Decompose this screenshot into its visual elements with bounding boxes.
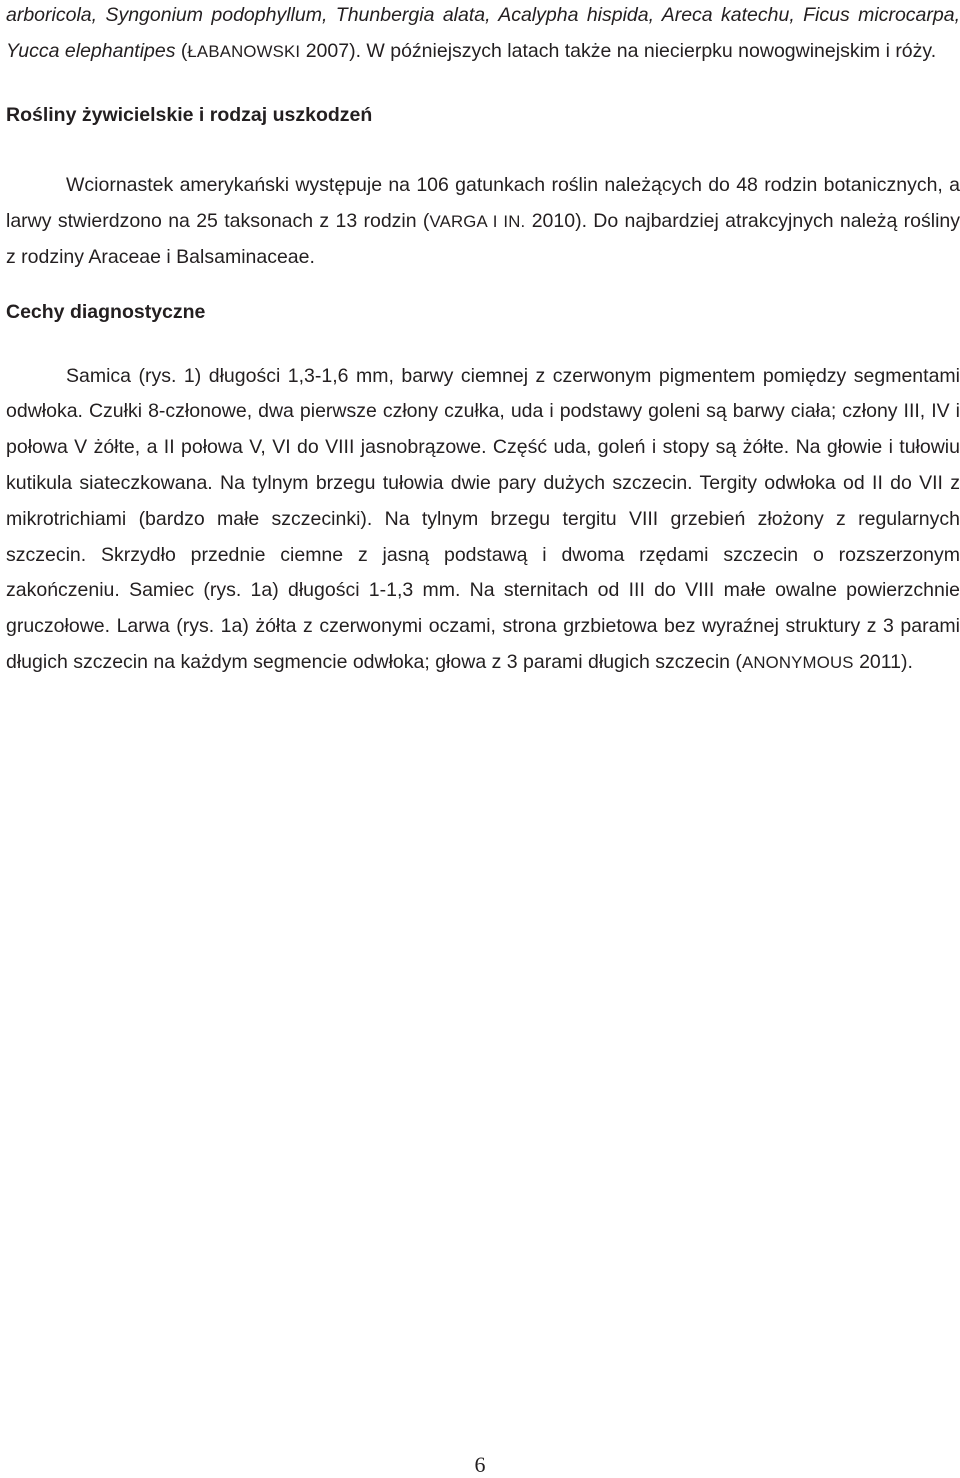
host-plants-text-1: Wciornastek amerykański występuje na 106 gatunkach roślin należących do 48 rodzin botanicznych, a larwy stwierdzono na 25 taksonach z 13 rodzin ( — [6, 174, 960, 233]
diagnostic-citation: ANONYMOUS — [741, 652, 854, 672]
section-heading-host-plants: Rośliny żywicielskie i rodzaj uszkodzeń — [6, 103, 373, 126]
host-plants-citation: VARGA I IN. — [429, 212, 526, 232]
page-number: 6 — [474, 1452, 486, 1477]
intro-text: 2007). W późniejszych latach także na niecierpku nowogwinejskim i róży. — [300, 39, 937, 62]
document-page — [6, 0, 960, 681]
diagnostic-text-2: 2011). — [853, 650, 913, 673]
citation-author: ŁABANOWSKI — [187, 41, 301, 61]
diagnostic-paragraph — [6, 359, 960, 681]
diagnostic-text-1: Samica (rys. 1) długości 1,3-1,6 mm, barwy ciemnej z czerwonym pigmentem pomiędzy segmentami odwłoka. Czułki 8-członowe, dwa pierwsze człony czułka, uda i podstawy goleni są barwy ciała; człony III, IV i połowa V żółte, a II połowa V, VI do VIII jasnobrązowe. Część uda, goleń i stopy są żółte. Na głowie i tułowiu kutikula siateczkowana. Na tylnym brzegu tułowia dwie pary dużych szczecin. Tergity odwłoka od II do VII z mikrotrichiami (bardzo małe szczecinki). Na tylnym brzegu tergitu VIII grzebień złożony z regularnych szczecin. Skrzydło przednie ciemne z jasną podstawą i dwoma rzędami szczecin o rozszerzonym zakończeniu. Samiec (rys. 1a) długości 1-1,3 mm. Na sternitach od III do VIII małe owalne powierzchnie gruczołowe. Larwa (rys. 1a) żółta z czerwonymi oczami, strona grzbietowa bez wyraźnej struktury z 3 parami długich szczecin na każdym segmencie odwłoka; głowa z 3 parami długich szczecin ( — [6, 364, 960, 673]
species-list: arboricola, Syngonium podophyllum, Thunbergia alata, Acalypha hispida, Areca katechu, Ficus microcarpa, Yucca elephantipes — [6, 4, 960, 62]
intro-paragraph — [6, 0, 960, 70]
citation-open: ( — [175, 39, 188, 62]
section-heading-diagnostic: Cechy diagnostyczne — [6, 300, 206, 323]
host-plants-text-2: 2010). Do najbardziej atrakcyjnych należą rośliny z rodziny Araceae i Balsaminaceae. — [6, 210, 960, 268]
host-plants-paragraph — [6, 168, 960, 275]
